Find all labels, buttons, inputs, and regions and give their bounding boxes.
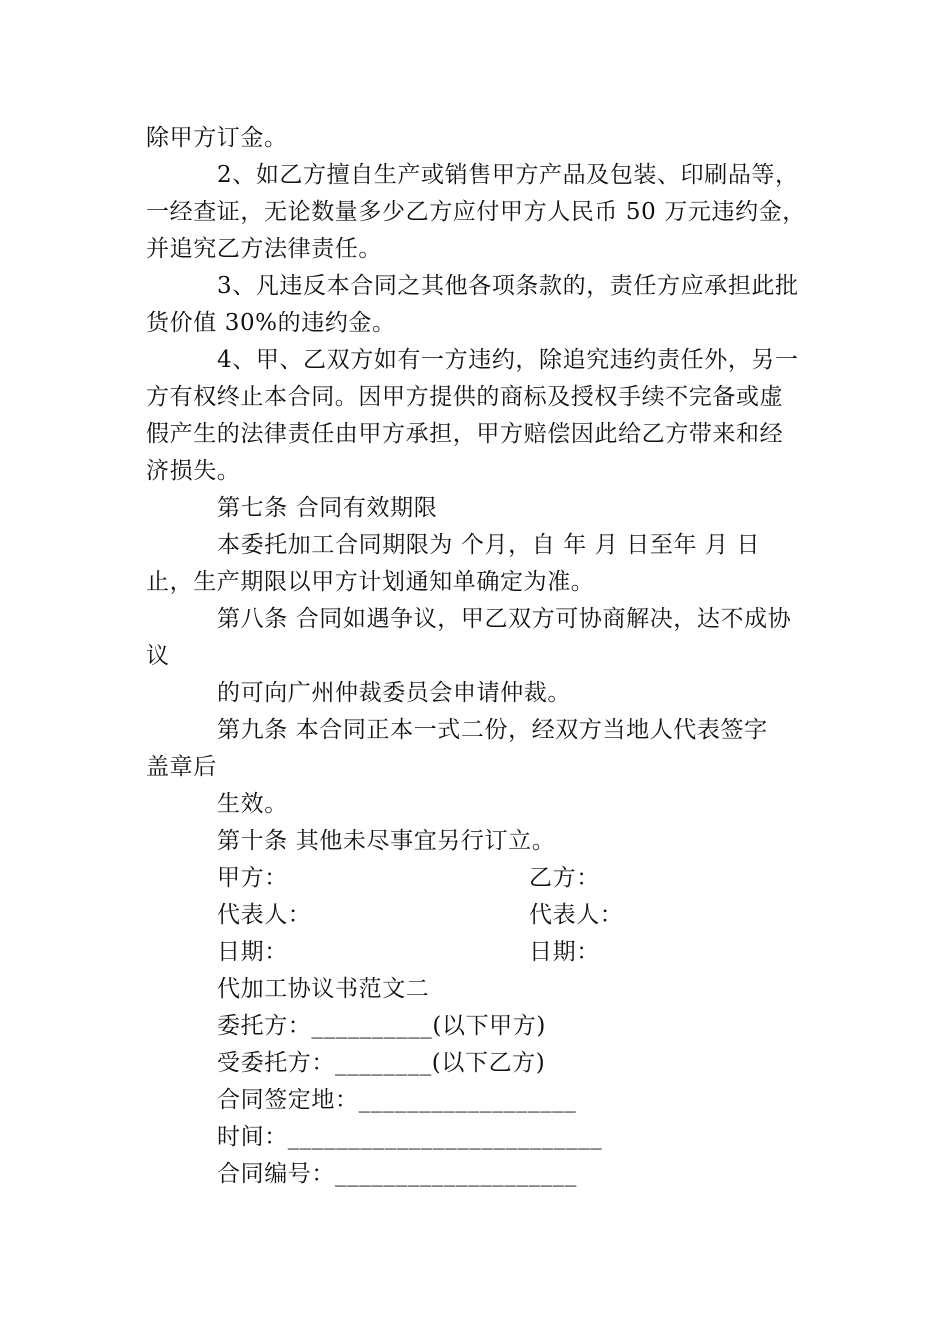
representative-b-label: 代表人： bbox=[529, 902, 624, 928]
paragraph-line: 本委托加工合同期限为 个月，自 年 月 日至年 月 日 bbox=[217, 532, 761, 558]
paragraph-line: 议 bbox=[146, 643, 170, 669]
paragraph-line: 第九条 本合同正本一式二份，经双方当地人代表签字 bbox=[217, 717, 768, 743]
party-b-label: 乙方： bbox=[529, 865, 600, 891]
article-heading: 第七条 合同有效期限 bbox=[217, 495, 438, 521]
paragraph-line: 盖章后 bbox=[146, 754, 217, 780]
time-field: 时间：__________________________ bbox=[217, 1124, 603, 1150]
section-title: 代加工协议书范文二 bbox=[217, 976, 430, 1002]
signing-place-field: 合同签定地：__________________ bbox=[217, 1087, 577, 1113]
paragraph-line: 止，生产期限以甲方计划通知单确定为准。 bbox=[146, 569, 595, 595]
client-field: 委托方：__________(以下甲方) bbox=[217, 1013, 546, 1039]
paragraph-line: 货价值 30%的违约金。 bbox=[146, 310, 396, 336]
contract-number-field: 合同编号：____________________ bbox=[217, 1161, 577, 1187]
paragraph-line: 方有权终止本合同。因甲方提供的商标及授权手续不完备或虚 bbox=[146, 384, 784, 410]
paragraph-line: 的可向广州仲裁委员会申请仲裁。 bbox=[217, 680, 571, 706]
paragraph-line: 2、如乙方擅自生产或销售甲方产品及包装、印刷品等， bbox=[217, 162, 799, 188]
paragraph-line: 生效。 bbox=[217, 791, 288, 817]
contractor-field: 受委托方：________(以下乙方) bbox=[217, 1050, 546, 1076]
paragraph-line: 第十条 其他未尽事宜另行订立。 bbox=[217, 828, 556, 854]
party-a-label: 甲方： bbox=[217, 865, 288, 891]
date-a-label: 日期： bbox=[217, 939, 288, 965]
paragraph-line: 3、凡违反本合同之其他各项条款的，责任方应承担此批 bbox=[217, 273, 799, 299]
paragraph-line: 4、甲、乙双方如有一方违约，除追究违约责任外，另一 bbox=[217, 347, 799, 373]
paragraph-line: 除甲方订金。 bbox=[146, 125, 288, 151]
paragraph-line: 一经查证，无论数量多少乙方应付甲方人民币 50 万元违约金， bbox=[146, 199, 806, 225]
paragraph-line: 济损失。 bbox=[146, 458, 241, 484]
paragraph-line: 假产生的法律责任由甲方承担，甲方赔偿因此给乙方带来和经 bbox=[146, 421, 784, 447]
representative-a-label: 代表人： bbox=[217, 902, 312, 928]
paragraph-line: 并追究乙方法律责任。 bbox=[146, 236, 382, 262]
paragraph-line: 第八条 合同如遇争议，甲乙双方可协商解决，达不成协 bbox=[217, 606, 792, 632]
date-b-label: 日期： bbox=[529, 939, 600, 965]
